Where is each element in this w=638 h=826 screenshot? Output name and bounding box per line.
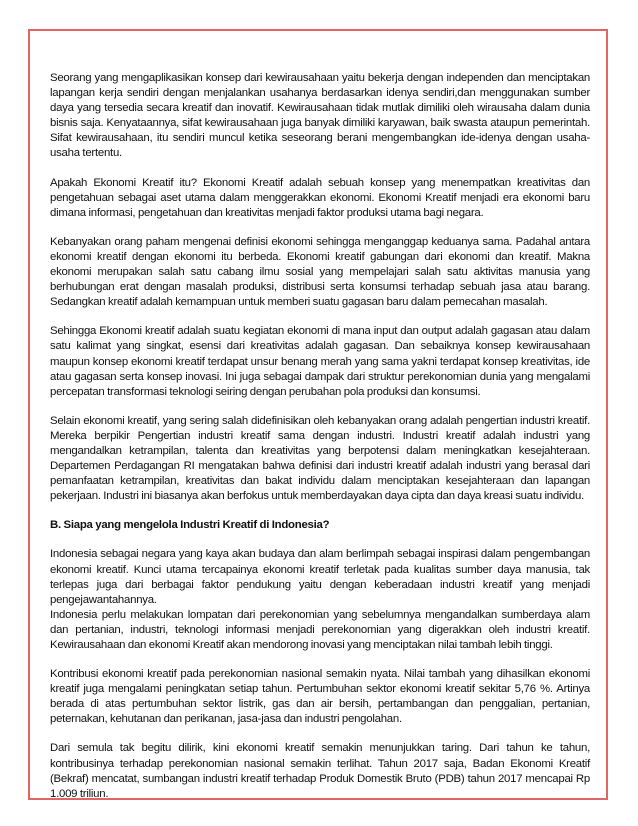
paragraph-ekonomi-vs-kreatif: Kebanyakan orang paham mengenai definisi ekonomi sehingga menganggap keduanya sama. Padahal antara ekonomi kreatif dengan ekonomi itu berbeda. Ekonomi kreatif gabungan dari ekonomi dan kreatif. Makna ekonomi merupakan salah satu cabang ilmu sosial yang mempelajari salah satu aktivitas manusia yang berhubungan erat dengan masalah produksi, distribusi serta konsumsi terhadap sebuah jasa atau barang. Sedangkan kreatif adalah kemampuan untuk memberi suatu gagasan baru dalam pemecahan masalah. bbox=[50, 235, 590, 309]
paragraph-ekonomi-kreatif-definition: Apakah Ekonomi Kreatif itu? Ekonomi Kreatif adalah sebuah konsep yang menempatkan kreativitas dan pengetahuan sebagai aset utama dalam menggerakkan ekonomi. Ekonomi Kreatif menjadi era ekonomi baru dimana informasi, pengetahuan dan kreativitas menjadi faktor produksi utama bagi negara. bbox=[50, 176, 590, 219]
paragraph-lompatan-perekonomian: Indonesia perlu melakukan lompatan dari perekonomian yang sebelumnya mengandalkan sumberdaya alam dan pertanian, industri, teknologi informasi menjadi perekonomian yang digerakkan oleh industri kreatif. Kewirausahaan dan ekonomi Kreatif akan mendorong inovasi yang menciptakan nilai tambah lebih tinggi. bbox=[50, 608, 590, 651]
section-heading-b: B. Siapa yang mengelola Industri Kreatif di Indonesia? bbox=[50, 519, 330, 532]
document-body bbox=[50, 71, 590, 816]
paragraph-kontribusi: Kontribusi ekonomi kreatif pada perekonomian nasional semakin nyata. Nilai tambah yang dihasilkan ekonomi kreatif juga mengalami peningkatan setiap tahun. Pertumbuhan sektor ekonomi kreatif sekitar 5,76 %. Artinya berada di atas pertumbuhan sektor listrik, gas dan air bersih, pertambangan dan penggalian, pertanian, peternakan, kehutanan dan perikanan, jasa-jasa dan industri pengolahan. bbox=[50, 668, 590, 726]
paragraph-gagasan: Sehingga Ekonomi kreatif adalah suatu kegiatan ekonomi di mana input dan output adalah gagasan atau dalam satu kalimat yang singkat, esensi dari kreativitas adalah gagasan. Dan sebaiknya konsep kewirausahaan maupun konsep ekonomi kreatif terdapat unsur benang merah yang sama yakni terdapat konsep kreativitas, ide atau gagasan serta konsep inovasi. Ini juga sebagai dampak dari struktur perekonomian dunia yang mengalami percepatan transformasi teknologi seiring dengan perubahan pola produksi dan konsumsi. bbox=[50, 325, 590, 398]
paragraph-pdb-2017: Dari semula tak begitu dilirik, kini ekonomi kreatif semakin menunjukkan taring. Dari tahun ke tahun, kontribusinya terhadap perekonomian nasional semakin terlihat. Tahun 2017 saja, Badan Ekonomi Kreatif (Bekraf) mencatat, sumbangan industri kreatif terhadap Produk Domestik Bruto (PDB) tahun 2017 mencapai Rp 1.009 triliun. bbox=[50, 742, 590, 800]
paragraph-industri-kreatif: Selain ekonomi kreatif, yang sering salah didefinisikan oleh kebanyakan orang adalah pengertian industri kreatif. Mereka berpikir Pengertian industri kreatif sama dengan industri. Industri kreatif adalah industri yang mengandalkan ketrampilan, talenta dan kreativitas yang berpotensi dalam meningkatkan kesejahteraan. Departemen Perdagangan RI mengatakan bahwa definisi dari industri kreatif adalah industri yang berasal dari pemanfaatan ketrampilan, kreativitas dan bakat individu dalam menciptakan kesejahteraan dan lapangan pekerjaan. Industri ini biasanya akan berfokus untuk memberdayakan daya cipta dan daya kreasi suatu individu. bbox=[50, 414, 590, 503]
paragraph-kewirausahaan: Seorang yang mengaplikasikan konsep dari kewirausahaan yaitu bekerja dengan independen dan menciptakan lapangan kerja sendiri dengan menjalankan usahanya berdasarkan idenya sendiri,dan menggunakan sumber daya yang tersedia secara kreatif dan inovatif. Kewirausahaan tidak mutlak dimiliki oleh wirausaha dalam dunia bisnis saja. Kenyataannya, sifat kewirausahaan juga banyak dimiliki karyawan, baik swasta ataupun pemerintah. Sifat kewirausahaan, itu sendiri muncul ketika seseorang berani mengembangkan ide-idenya dengan usaha-usaha tertentu. bbox=[50, 72, 590, 160]
paragraph-indonesia-budaya: Indonesia sebagai negara yang kaya akan budaya dan alam berlimpah sebagai inspirasi dalam pengembangan ekonomi kreatif. Kunci utama tercapainya ekonomi kreatif terletak pada kualitas sumber daya manusia, tak terlepas juga dari berbagai faktor pendukung yaitu dengan keberadaan industri kreatif yang menjadi pengejawantahannya. bbox=[50, 548, 590, 606]
